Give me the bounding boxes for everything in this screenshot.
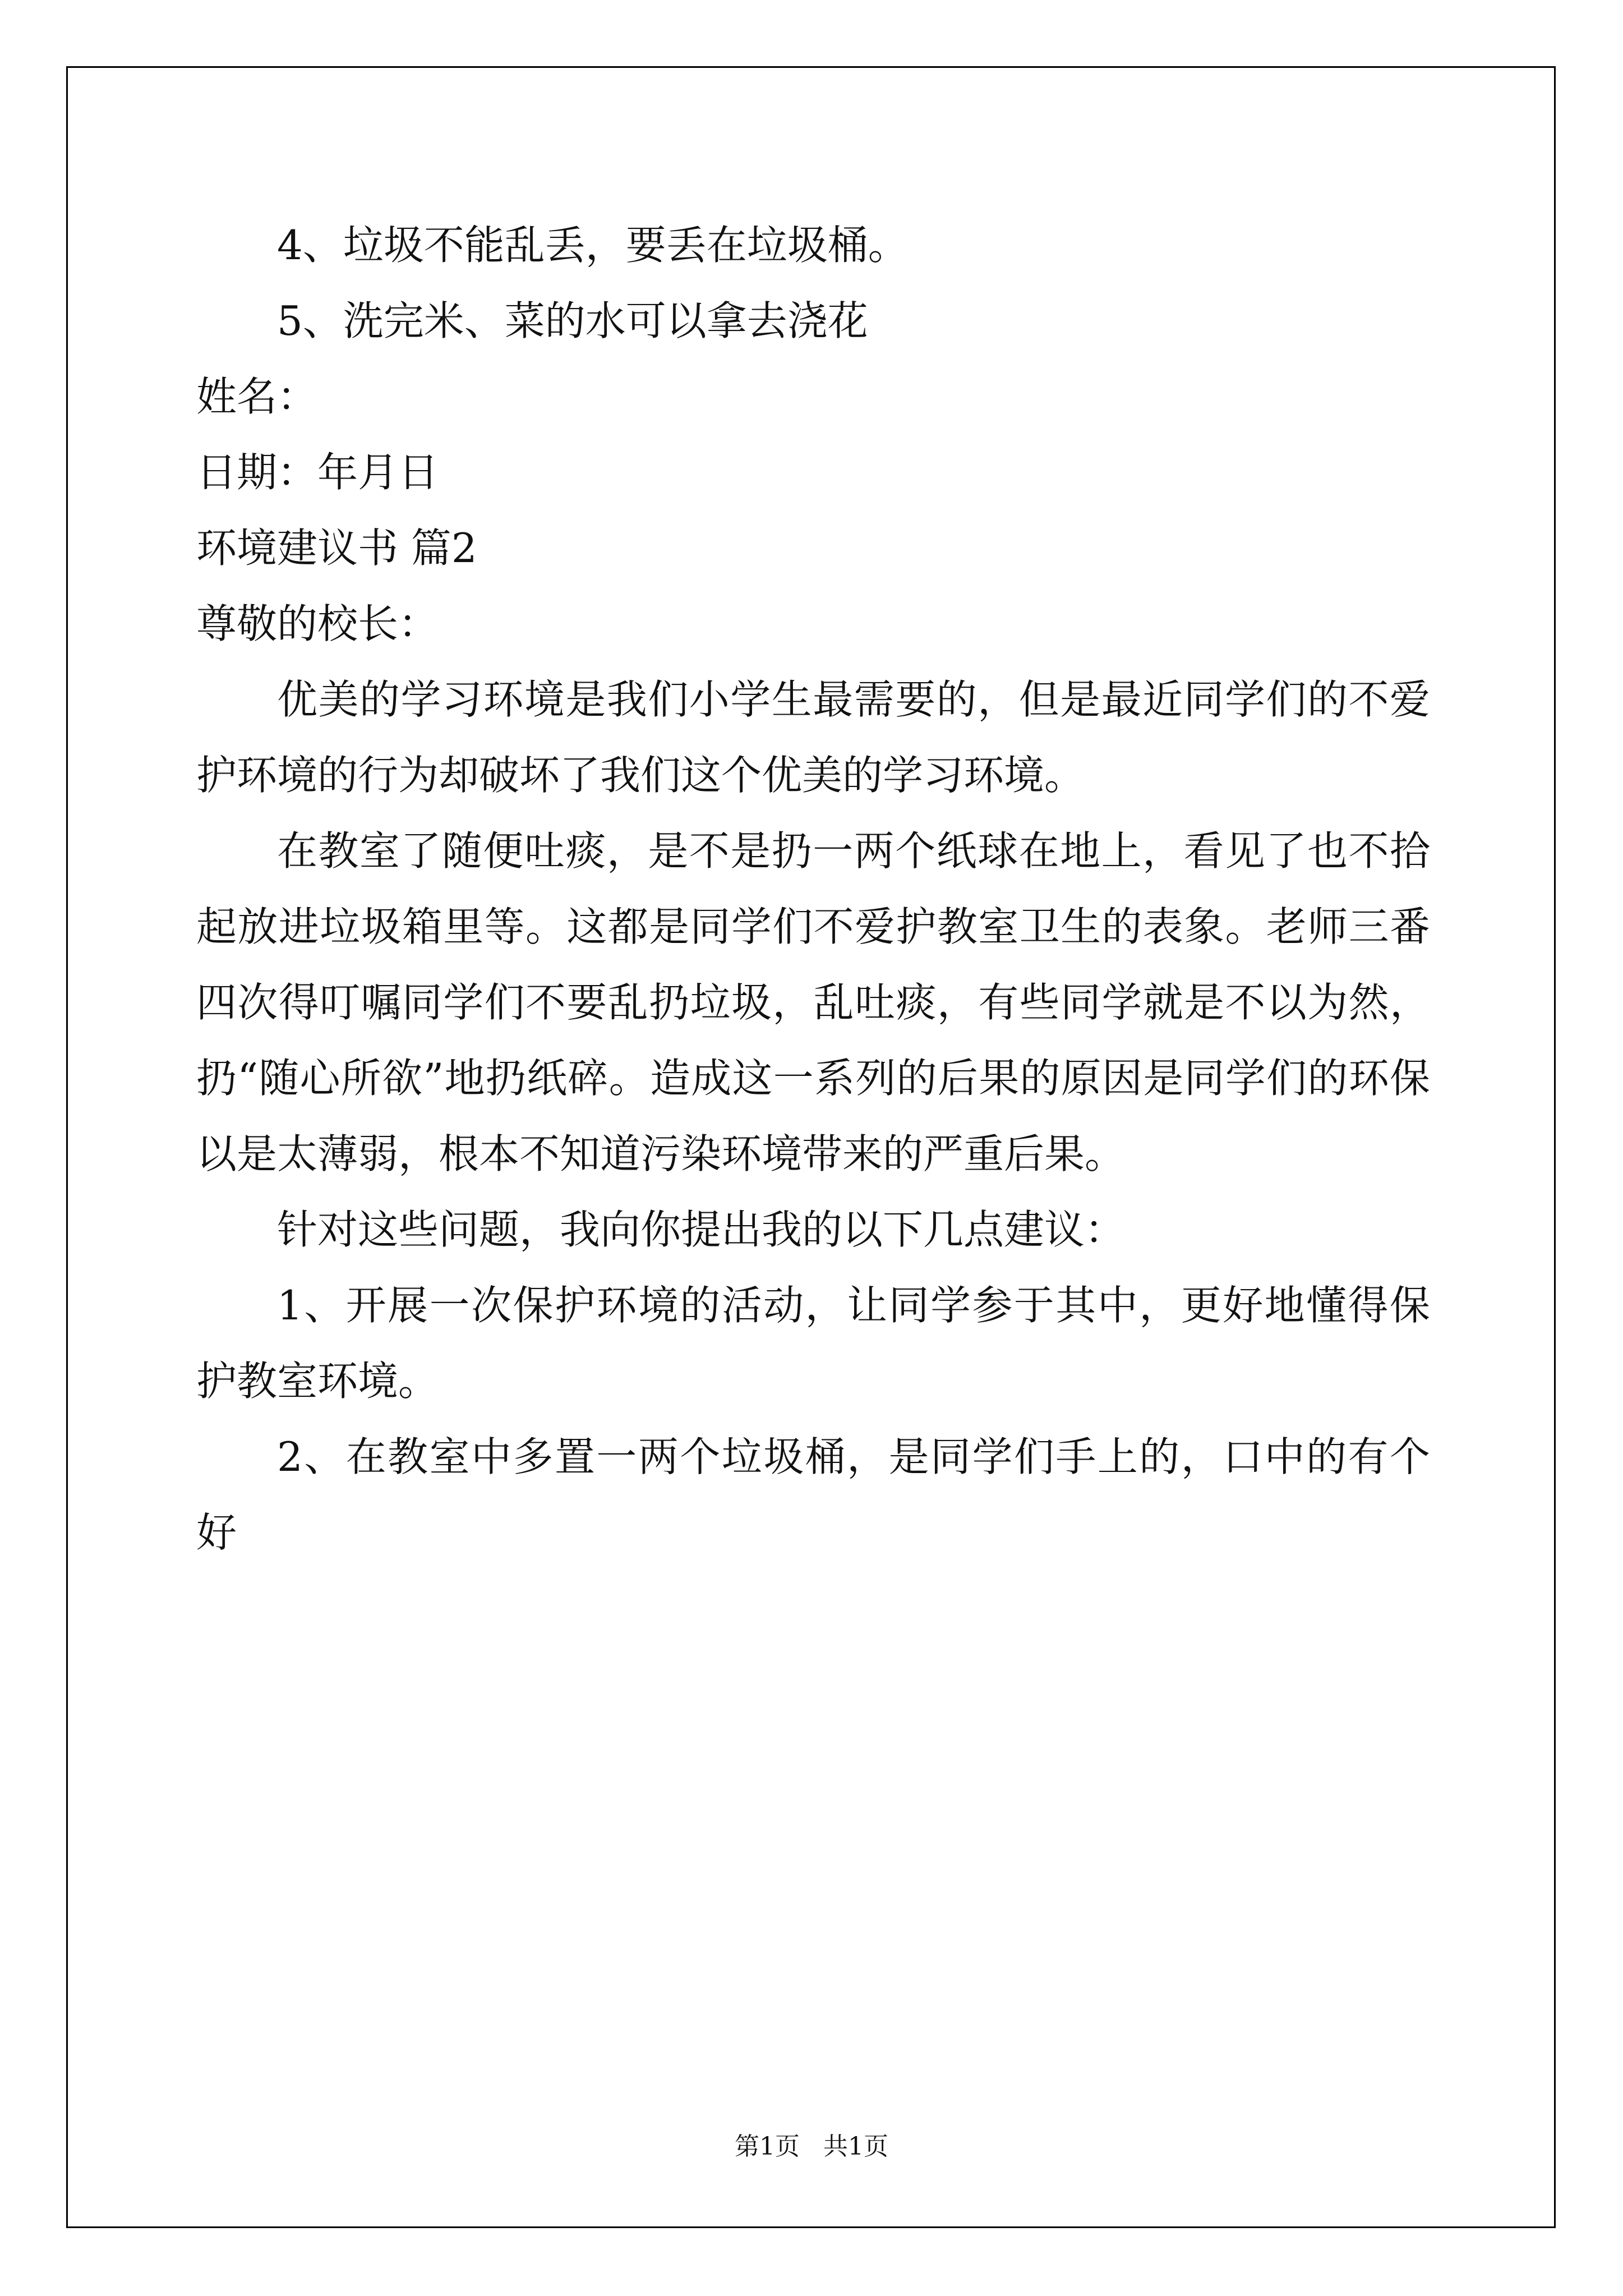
paragraph-suggestion-2: 2、在教室中多置一两个垃圾桶，是同学们手上的，口中的有个好	[196, 1433, 1430, 1556]
paragraph-intro: 优美的学习环境是我们小学生最需要的，但是最近同学们的不爱护环境的行为却破坏了我们这个优美的学习环境。	[196, 676, 1430, 799]
paragraph-problem: 在教室了随便吐痰，是不是扔一两个纸球在地上，看见了也不拾起放进垃圾箱里等。这都是同学们不爱护教室卫生的表象。老师三番四次得叮嘱同学们不要乱扔垃圾，乱吐痰，有些同学就是不以为然，扔“随心所欲”地扔纸碎。造成这一系列的后果的原因是同学们的环保以是太薄弱，根本不知道污染环境带来的严重后果。	[196, 827, 1430, 1177]
page-footer	[0, 2126, 1623, 2162]
document-body	[196, 208, 1430, 1571]
page-number-current: 第1页	[735, 2132, 800, 2161]
list-item-4: 4、垃圾不能乱丢，要丢在垃圾桶。	[277, 222, 909, 269]
paragraph-suggestion-1: 1、开展一次保护环境的活动，让同学参于其中，更好地懂得保护教室环境。	[196, 1282, 1430, 1405]
name-field-label: 姓名：	[196, 373, 318, 420]
paragraph-suggestion-lead: 针对这些问题，我向你提出我的以下几点建议：	[277, 1206, 1126, 1253]
section-title: 环境建议书 篇2	[196, 524, 477, 572]
list-item-5: 5、洗完米、菜的水可以拿去浇花	[277, 297, 868, 344]
date-field-label: 日期：年月日	[196, 449, 439, 496]
page-number-total: 共1页	[823, 2132, 888, 2161]
salutation: 尊敬的校长：	[196, 600, 439, 647]
